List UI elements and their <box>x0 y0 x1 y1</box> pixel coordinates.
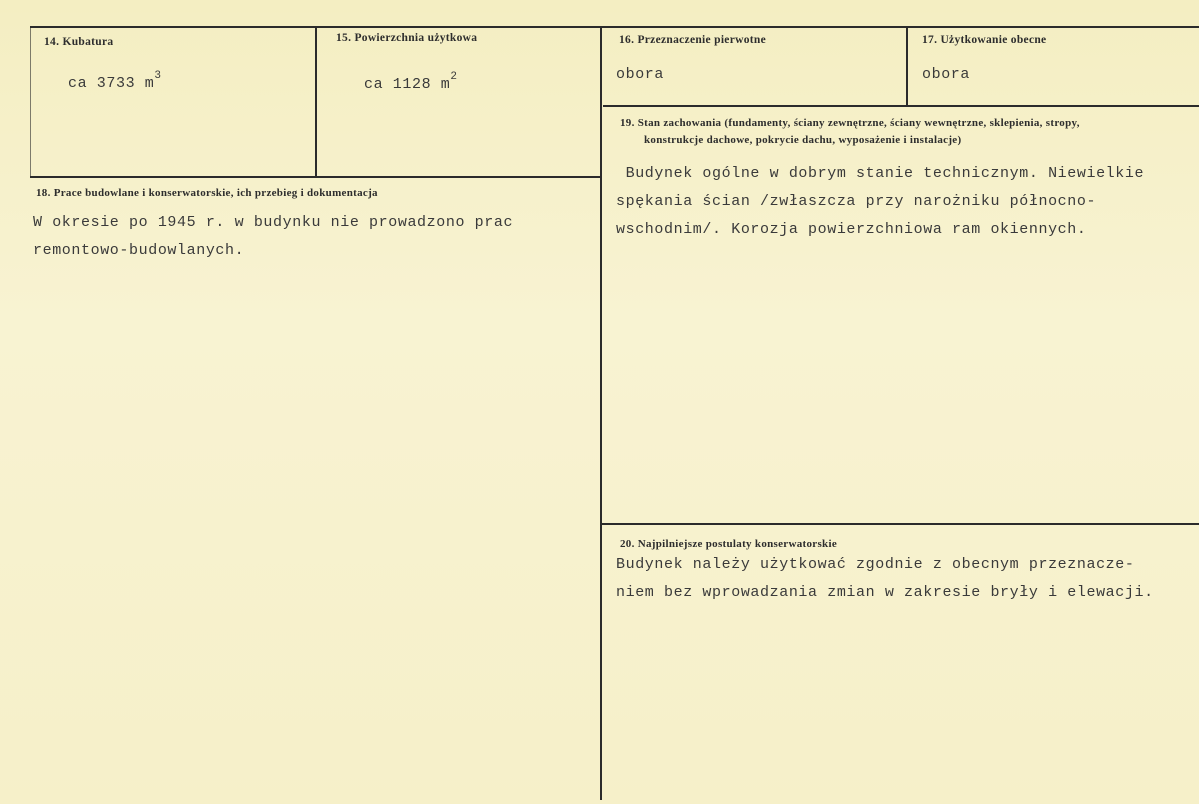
rule-mid-right <box>603 105 1199 107</box>
kubatura-value <box>68 70 162 92</box>
stan-text-line: wschodnim/. Korozja powierzchniowa ram okiennych. <box>616 221 1087 238</box>
powierzchnia-value <box>364 71 458 93</box>
prace-text-line: W okresie po 1945 r. w budynku nie prowadzono prac <box>33 214 514 231</box>
uzytkowanie-label: 17. Użytkowanie obecne <box>922 34 1047 46</box>
postulaty-label: 20. Najpilniejsze postulaty konserwatorskie <box>620 538 838 550</box>
rule-col-14-15 <box>315 27 317 177</box>
stan-label-line1: 19. Stan zachowania (fundamenty, ściany zewnętrzne, ściany wewnętrzne, sklepienia, stropy, <box>620 117 1080 129</box>
przeznaczenie-value: obora <box>616 66 665 83</box>
rule-section20 <box>601 523 1199 525</box>
prace-text <box>33 209 513 265</box>
rule-center <box>600 27 602 800</box>
kubatura-value-text: ca 3733 m <box>68 75 155 92</box>
prace-text-line: remontowo-budowlanych. <box>33 242 245 259</box>
stan-text <box>616 160 1144 244</box>
kubatura-unit-exponent: 3 <box>154 70 162 82</box>
stan-text-line: Budynek ogólne w dobrym stanie technicznym. Niewielkie <box>616 165 1145 182</box>
powierzchnia-unit-exponent: 2 <box>450 71 458 83</box>
przeznaczenie-label: 16. Przeznaczenie pierwotne <box>619 34 767 46</box>
kubatura-label: 14. Kubatura <box>44 36 114 48</box>
powierzchnia-value-text: ca 1128 m <box>364 76 451 93</box>
rule-col-16-17 <box>906 27 908 106</box>
postulaty-text <box>616 551 1154 607</box>
rule-left-edge <box>30 27 31 177</box>
postulaty-text-line: Budynek należy użytkować zgodnie z obecnym przeznacze- <box>616 556 1135 573</box>
uzytkowanie-value: obora <box>922 66 971 83</box>
rule-top <box>30 26 1199 28</box>
stan-label-line2: konstrukcje dachowe, pokrycie dachu, wyposażenie i instalacje) <box>644 134 962 146</box>
postulaty-text-line: niem bez wprowadzania zmian w zakresie bryły i elewacji. <box>616 584 1154 601</box>
prace-label: 18. Prace budowlane i konserwatorskie, ich przebieg i dokumentacja <box>36 187 378 199</box>
stan-text-line: spękania ścian /zwłaszcza przy narożniku północno- <box>616 193 1097 210</box>
powierzchnia-label: 15. Powierzchnia użytkowa <box>336 32 478 44</box>
